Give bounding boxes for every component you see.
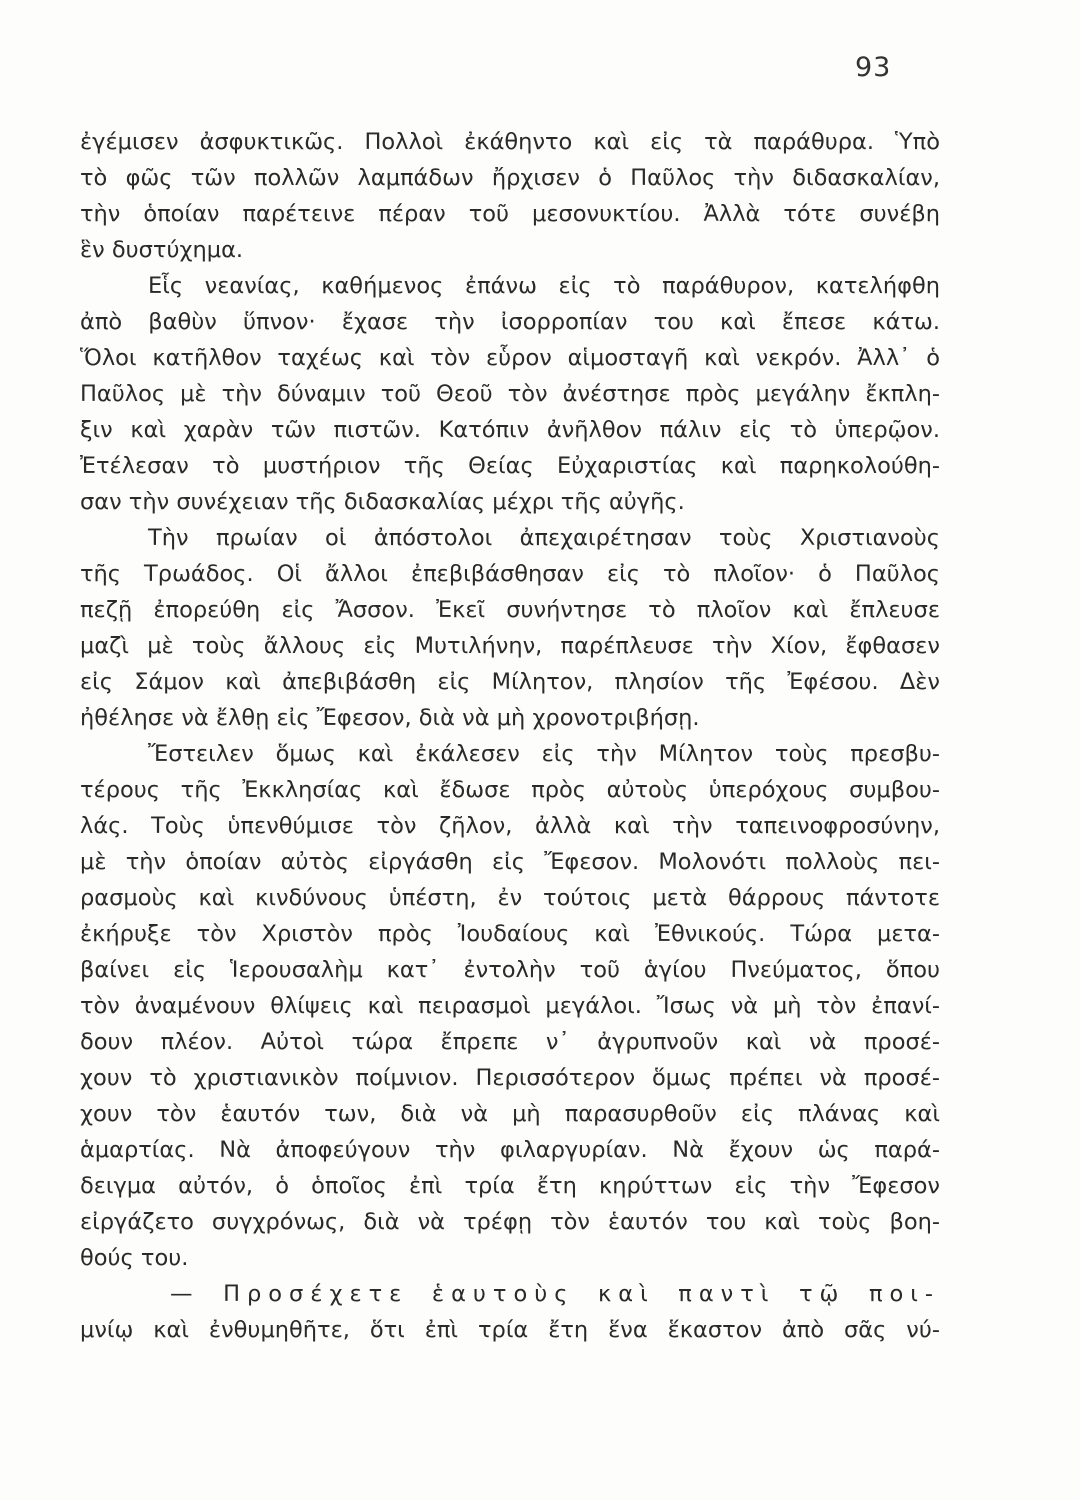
paragraph-start-line: Ἔστειλεν ὅμως καὶ ἐκάλεσεν εἰς τὴν Μίλητον τοὺς πρεσβυ- (148, 741, 940, 767)
text-line: ξιν καὶ χαρὰν τῶν πιστῶν. Κατόπιν ἀνῆλθον πάλιν εἰς τὸ ὑπερῷον. (80, 417, 940, 443)
text-line: εἰργάζετο συγχρόνως, διὰ νὰ τρέφῃ τὸν ἑαυτόν του καὶ τοὺς βοη- (80, 1209, 940, 1235)
text-line: βαίνει εἰς Ἱερουσαλὴμ κατ᾽ ἐντολὴν τοῦ ἁγίου Πνεύματος, ὅπου (80, 957, 940, 983)
text-line: ἠθέλησε νὰ ἔλθῃ εἰς Ἔφεσον, διὰ νὰ μὴ χρονοτριβήσῃ. (80, 705, 700, 731)
text-line: πεζῇ ἐπορεύθη εἰς Ἄσσον. Ἐκεῖ συνήντησε τὸ πλοῖον καὶ ἔπλευσε (80, 597, 940, 623)
text-line: μαζὶ μὲ τοὺς ἄλλους εἰς Μυτιλήνην, παρέπλευσε τὴν Χίον, ἔφθασεν (80, 633, 940, 659)
text-line: δειγμα αὐτόν, ὁ ὁποῖος ἐπὶ τρία ἔτη κηρύττων εἰς τὴν Ἔφεσον (80, 1173, 940, 1199)
text-line: θούς του. (80, 1245, 189, 1271)
text-line: Παῦλος μὲ τὴν δύναμιν τοῦ Θεοῦ τὸν ἀνέστησε πρὸς μεγάλην ἔκπλη- (80, 381, 940, 407)
text-line: εἰς Σάμον καὶ ἀπεβιβάσθη εἰς Μίλητον, πλησίον τῆς Ἐφέσου. Δὲν (80, 669, 940, 695)
text-line: τὸν ἀναμένουν θλίψεις καὶ πειρασμοὶ μεγάλοι. Ἴσως νὰ μὴ τὸν ἐπανί- (80, 993, 940, 1019)
text-line: ἐκήρυξε τὸν Χριστὸν πρὸς Ἰουδαίους καὶ Ἐθνικούς. Τώρα μετα- (80, 921, 940, 947)
text-line: Ἐτέλεσαν τὸ μυστήριον τῆς Θείας Εὐχαριστίας καὶ παρηκολούθη- (80, 453, 940, 479)
paragraph-start-line: Εἷς νεανίας, καθήμενος ἐπάνω εἰς τὸ παράθυρον, κατελήφθη (148, 273, 940, 299)
text-line: ἓν δυστύχημα. (80, 237, 244, 263)
text-line: τὸ φῶς τῶν πολλῶν λαμπάδων ἤρχισεν ὁ Παῦλος τὴν διδασκαλίαν, (80, 165, 940, 191)
text-line: τῆς Τρωάδος. Οἱ ἄλλοι ἐπεβιβάσθησαν εἰς τὸ πλοῖον· ὁ Παῦλος (80, 561, 940, 587)
text-line: λάς. Τοὺς ὑπενθύμισε τὸν ζῆλον, ἀλλὰ καὶ τὴν ταπεινοφροσύνην, (80, 813, 940, 839)
text-line: ρασμοὺς καὶ κινδύνους ὑπέστη, ἐν τούτοις μετὰ θάρρους πάντοτε (80, 885, 940, 911)
text-line: χουν τὸ χριστιανικὸν ποίμνιον. Περισσότερον ὅμως πρέπει νὰ προσέ- (80, 1065, 940, 1091)
text-line: σαν τὴν συνέχειαν τῆς διδασκαλίας μέχρι τῆς αὐγῆς. (80, 489, 685, 515)
text-line: χουν τὸν ἑαυτόν των, διὰ νὰ μὴ παρασυρθοῦν εἰς πλάνας καὶ (80, 1101, 940, 1127)
text-line: ἐγέμισεν ἀσφυκτικῶς. Πολλοὶ ἐκάθηντο καὶ εἰς τὰ παράθυρα. Ὑπὸ (80, 129, 940, 155)
text-line: ἀπὸ βαθὺν ὕπνον· ἔχασε τὴν ἰσορροπίαν του καὶ ἔπεσε κάτω. (80, 309, 940, 335)
text-line: μνίῳ καὶ ἐνθυμηθῆτε, ὅτι ἐπὶ τρία ἔτη ἕνα ἕκαστον ἀπὸ σᾶς νύ- (80, 1317, 940, 1343)
text-line: Ὅλοι κατῆλθον ταχέως καὶ τὸν εὗρον αἱμοσταγῆ καὶ νεκρόν. Ἀλλ᾽ ὁ (80, 345, 940, 371)
text-line: δουν πλέον. Αὐτοὶ τώρα ἔπρεπε ν᾽ ἀγρυπνοῦν καὶ νὰ προσέ- (80, 1029, 940, 1055)
text-line: τὴν ὁποίαν παρέτεινε πέραν τοῦ μεσονυκτίου. Ἀλλὰ τότε συνέβη (80, 201, 940, 227)
text-line: ἁμαρτίας. Νὰ ἀποφεύγουν τὴν φιλαργυρίαν. Νὰ ἔχουν ὡς παρά- (80, 1137, 940, 1163)
text-line: μὲ τὴν ὁποίαν αὐτὸς εἰργάσθη εἰς Ἔφεσον. Μολονότι πολλοὺς πει- (80, 849, 940, 875)
quotation-start-line: — Προσέχετε ἑαυτοὺς καὶ παντὶ τῷ ποι- (170, 1281, 940, 1307)
body-text (80, 124, 940, 1348)
paragraph-start-line: Τὴν πρωίαν οἱ ἀπόστολοι ἀπεχαιρέτησαν τοὺς Χριστιανοὺς (148, 525, 940, 551)
page-number: 93 (855, 52, 892, 83)
text-line: τέρους τῆς Ἐκκλησίας καὶ ἔδωσε πρὸς αὐτοὺς ὑπερόχους συμβου- (80, 777, 940, 803)
